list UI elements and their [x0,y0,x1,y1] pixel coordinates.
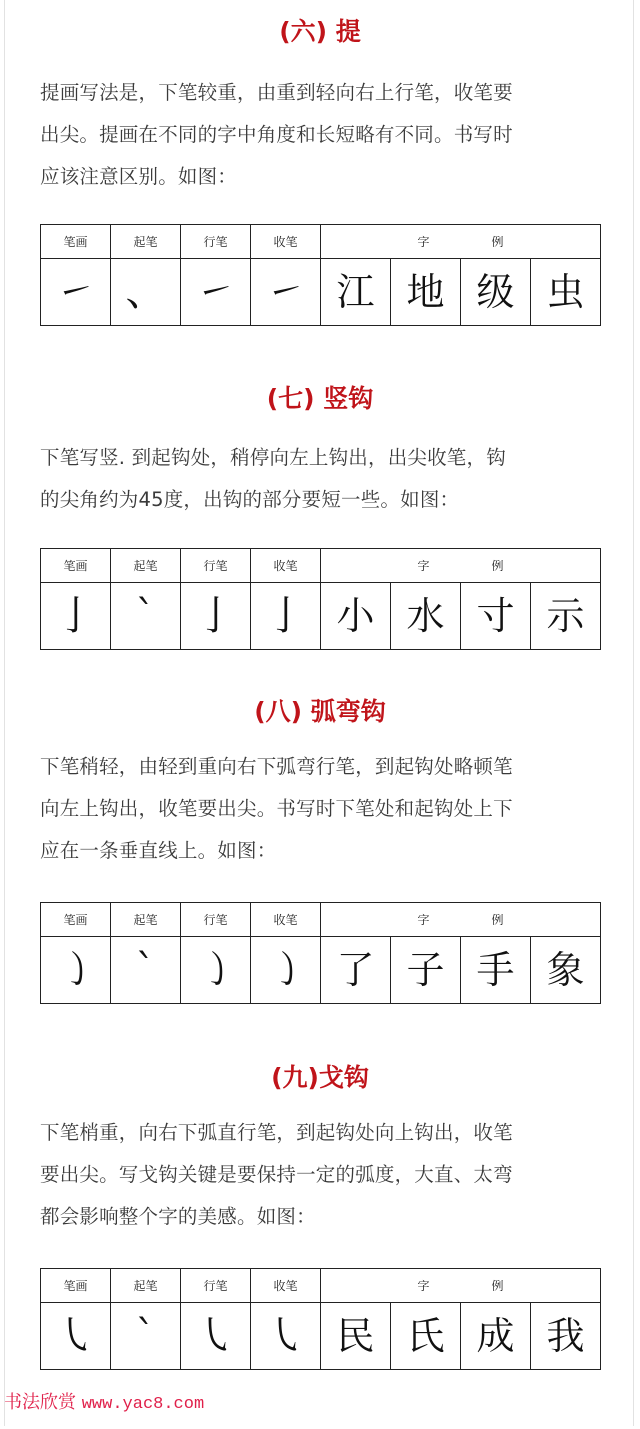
header-finish: 收笔 [251,225,321,259]
section-text [0,72,640,198]
stroke-glyph: ㇀ [41,259,111,326]
stroke-glyph: 亅 [41,583,111,650]
text-line: 的尖角约为45度，出钩的部分要短一些。如图： [40,488,460,511]
stroke-start-glyph: ` [111,937,181,1004]
text-line: 应该注意区别。如图： [40,165,238,188]
stroke-start-glyph: ` [111,1303,181,1370]
header-start: 起笔 [111,1269,181,1303]
section-title: (八) 弧弯钩 [254,697,386,726]
section-shugou [0,383,640,521]
text-line: 向左上钩出，收笔要出尖。书写时下笔处和起钩处上下 [40,797,513,820]
stroke-finish-glyph: ㇁ [251,937,321,1004]
section-gegou [0,1062,640,1238]
example-char: 成 [461,1303,531,1370]
example-char: 手 [461,937,531,1004]
example-char: 寸 [461,583,531,650]
site-url[interactable]: www.yac8.com [81,1395,205,1414]
header-examples: 字例 [321,549,601,583]
stroke-move-glyph: ㇁ [181,937,251,1004]
stroke-table [40,902,601,1004]
text-line: 要出尖。写戈钩关键是要保持一定的弧度，大直、太弯 [40,1163,513,1186]
example-char: 象 [531,937,601,1004]
stroke-glyph: ㇁ [41,937,111,1004]
example-char: 氏 [391,1303,461,1370]
section-text [0,746,640,872]
example-char: 我 [531,1303,601,1370]
stroke-finish-glyph: 亅 [251,583,321,650]
section-ti [0,16,640,198]
header-start: 起笔 [111,225,181,259]
stroke-finish-glyph: ㇀ [251,259,321,326]
site-name: 书法欣赏 [4,1392,76,1413]
header-finish: 收笔 [251,903,321,937]
stroke-move-glyph: ㇂ [181,1303,251,1370]
section-text [0,1112,640,1238]
example-char: 子 [391,937,461,1004]
text-line: 都会影响整个字的美感。如图： [40,1205,316,1228]
example-char: 虫 [531,259,601,326]
stroke-table [40,548,601,650]
header-move: 行笔 [181,549,251,583]
header-stroke: 笔画 [41,549,111,583]
example-char: 民 [321,1303,391,1370]
stroke-start-glyph: ` [111,583,181,650]
text-line: 下笔写竖. 到起钩处，稍停向左上钩出，出尖收笔，钩 [40,446,506,469]
example-char: 小 [321,583,391,650]
stroke-move-glyph: ㇀ [181,259,251,326]
header-stroke: 笔画 [41,1269,111,1303]
example-char: 示 [531,583,601,650]
text-line: 提画写法是，下笔较重，由重到轻向右上行笔，收笔要 [40,81,513,104]
example-char: 地 [391,259,461,326]
header-move: 行笔 [181,225,251,259]
header-stroke: 笔画 [41,903,111,937]
header-finish: 收笔 [251,549,321,583]
site-watermark [4,1388,204,1414]
header-examples: 字例 [321,903,601,937]
example-char: 了 [321,937,391,1004]
text-line: 下笔梢重，向右下弧直行笔，到起钩处向上钩出，收笔 [40,1121,513,1144]
header-stroke: 笔画 [41,225,111,259]
text-line: 出尖。提画在不同的字中角度和长短略有不同。书写时 [40,123,513,146]
header-move: 行笔 [181,1269,251,1303]
text-line: 下笔稍轻，由轻到重向右下弧弯行笔，到起钩处略顿笔 [40,755,513,778]
section-title: (七) 竖钩 [266,384,374,413]
section-huwangou [0,696,640,872]
example-char: 水 [391,583,461,650]
section-text [0,437,640,521]
header-start: 起笔 [111,903,181,937]
stroke-move-glyph: 亅 [181,583,251,650]
stroke-glyph: ㇂ [41,1303,111,1370]
example-char: 江 [321,259,391,326]
header-examples: 字例 [321,1269,601,1303]
stroke-start-glyph: 、 [111,259,181,326]
example-char: 级 [461,259,531,326]
header-examples: 字例 [321,225,601,259]
section-title: (六) 提 [279,17,361,46]
header-start: 起笔 [111,549,181,583]
header-finish: 收笔 [251,1269,321,1303]
section-title: (九)戈钩 [271,1063,369,1092]
stroke-finish-glyph: ㇂ [251,1303,321,1370]
stroke-table [40,1268,601,1370]
stroke-table [40,224,601,326]
text-line: 应在一条垂直线上。如图： [40,839,277,862]
header-move: 行笔 [181,903,251,937]
